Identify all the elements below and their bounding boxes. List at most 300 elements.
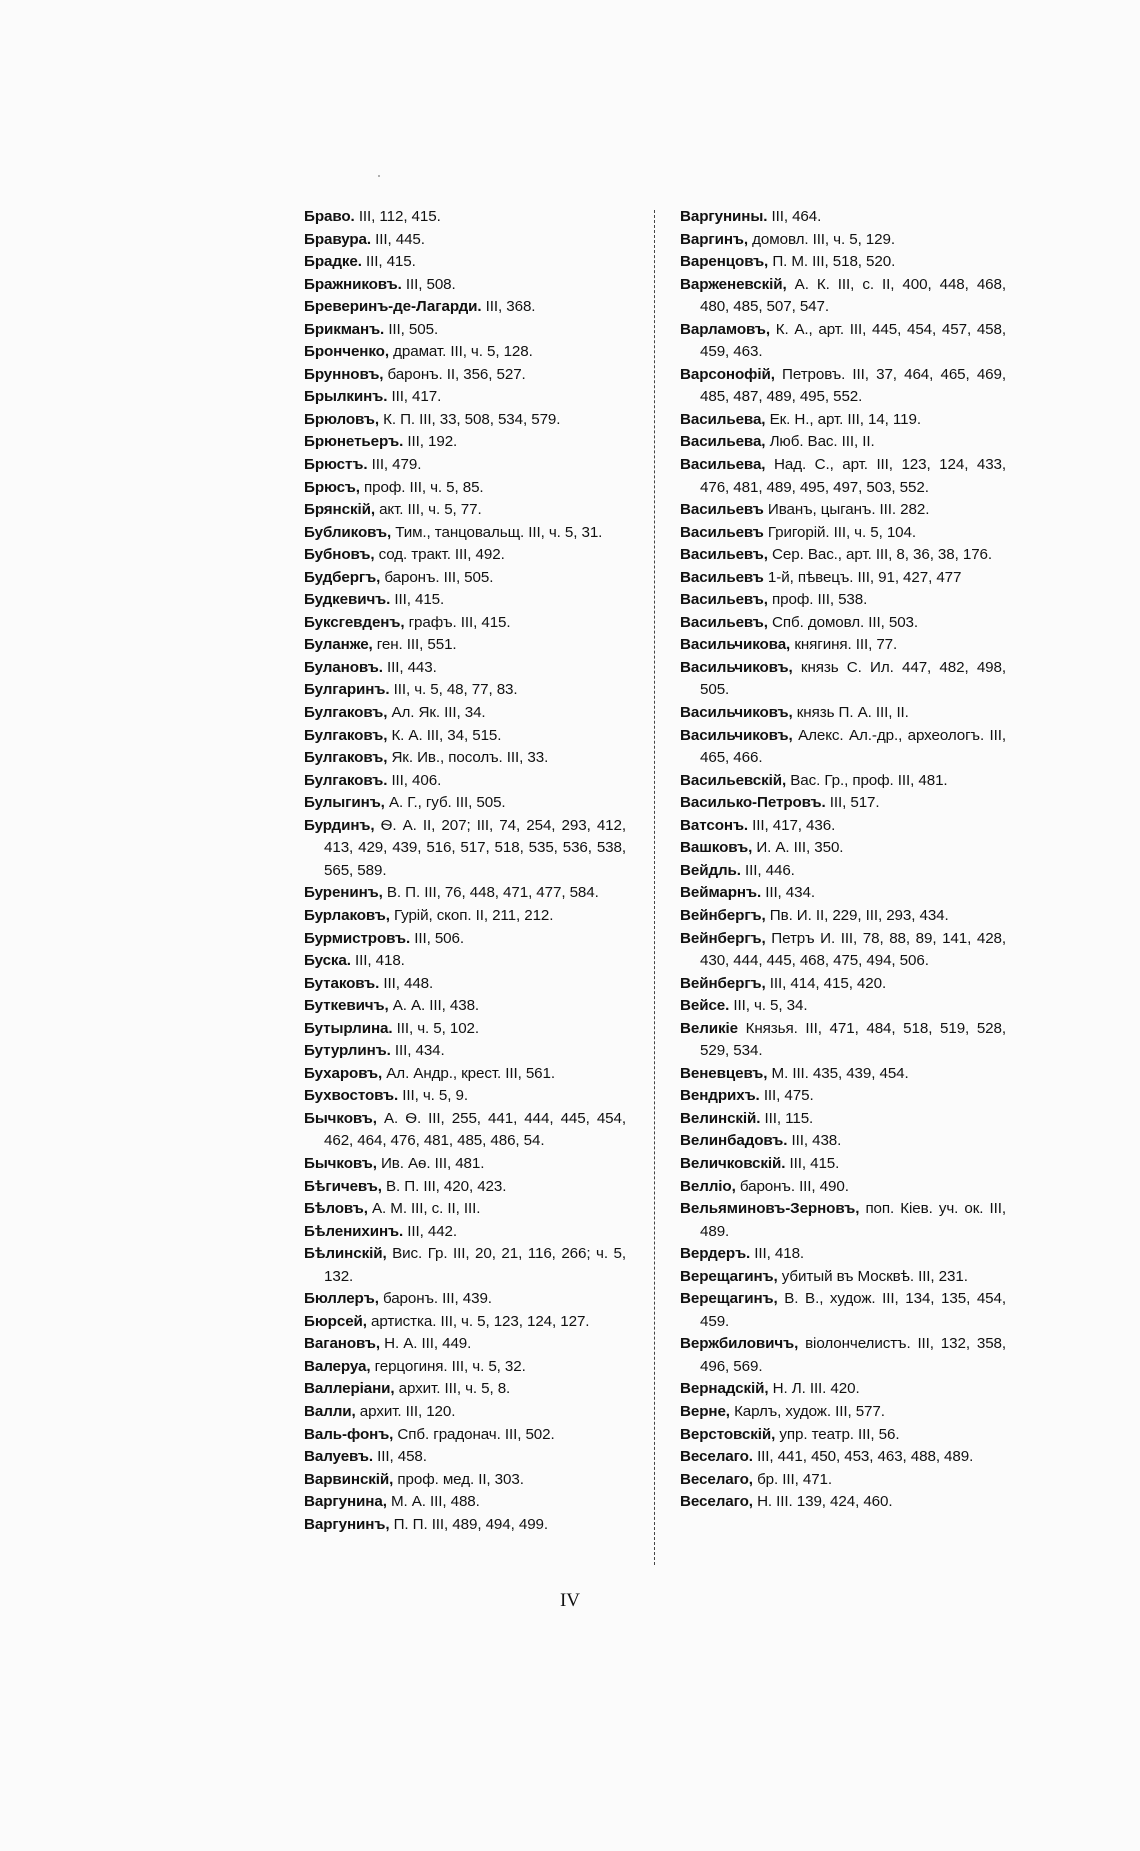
index-entry-references: III, 418. [754, 1245, 805, 1263]
index-entry-references: III, ч. 5, 9. [402, 1087, 468, 1105]
index-entry [304, 792, 626, 815]
index-entry-heading: Вердеръ. [680, 1245, 751, 1263]
index-entry-references: Петровъ. III, 37, 464, 465, 469, 485, 487, 489, 495, 552. [700, 365, 1006, 406]
index-entry [304, 815, 626, 883]
index-entry-references: III, ч. 5, 48, 77, 83. [393, 681, 518, 699]
index-entry [680, 544, 1006, 567]
index-entry [304, 296, 626, 319]
index-entry-references: К. А. III, 34, 515. [391, 726, 502, 744]
index-entry-references: П. П. III, 489, 494, 499. [393, 1515, 549, 1533]
index-entry-heading: Бронченко, [304, 343, 389, 361]
index-entry-references: В. П. III, 76, 448, 471, 477, 584. [386, 884, 599, 902]
index-entry-heading: Валь-фонъ, [304, 1425, 394, 1443]
index-entry [680, 1063, 1006, 1086]
index-entry-references: Як. Ив., посолъ. III, 33. [391, 749, 549, 767]
index-entry-heading: Булгаковъ, [304, 726, 388, 744]
index-entry-references: III, 506. [414, 929, 464, 947]
index-entry [680, 1243, 1006, 1266]
index-entry [680, 1085, 1006, 1108]
index-entry [680, 1378, 1006, 1401]
index-entry [680, 431, 1006, 454]
index-entry-references: III, 434. [394, 1042, 445, 1060]
index-entry [304, 567, 626, 590]
index-entry [680, 567, 1006, 590]
index-entry-references: князь С. Ил. 447, 482, 498, 505. [700, 658, 1006, 699]
index-entry [304, 882, 626, 905]
index-entry-heading: Будбергъ, [304, 568, 381, 586]
index-entry-references: драмат. III, ч. 5, 128. [393, 343, 533, 361]
index-entry-references: III, 112, 415. [358, 208, 441, 225]
index-entry-heading: Буренинъ, [304, 884, 383, 902]
index-entry [680, 1491, 1006, 1514]
index-entry-heading: Варгинъ, [680, 230, 749, 248]
index-entry [680, 589, 1006, 612]
index-entry-heading: Бычковъ, [304, 1109, 377, 1127]
index-entry-references: К. П. III, 33, 508, 534, 579. [383, 410, 561, 428]
index-entry-heading: Бравура. [304, 230, 371, 248]
index-entry [304, 364, 626, 387]
index-entry [680, 1153, 1006, 1176]
index-entry-heading: Бѣловъ, [304, 1200, 368, 1218]
index-entry-references: віолончелистъ. III, 132, 358, 496, 569. [700, 1335, 1007, 1375]
index-entry-heading: Вейнбергъ, [680, 929, 766, 947]
index-entry-heading: Браво. [304, 208, 355, 225]
index-entry [680, 1018, 1006, 1063]
index-entry-heading: Васильчиковъ, [680, 658, 793, 676]
index-entry [680, 1288, 1006, 1333]
index-entry-heading: Вейдль. [680, 861, 741, 879]
index-entry-references: III, 479. [371, 456, 422, 474]
index-entry-heading: Васильчиковъ, [680, 726, 793, 744]
index-entry [304, 1176, 626, 1199]
index-entry-heading: Вернадскій, [680, 1380, 769, 1398]
index-entry-references: 1-й, пѣвецъ. III, 91, 427, 477 [767, 568, 962, 586]
index-entry [304, 206, 626, 229]
index-entry [304, 499, 626, 522]
index-entry-references: Над. С., арт. III, 123, 124, 433, 476, 481, 489, 495, 497, 503, 552. [700, 456, 1007, 496]
index-entry-heading: Бюллеръ, [304, 1290, 379, 1308]
index-entry-references: Пв. И. II, 229, III, 293, 434. [769, 906, 949, 924]
index-entry-heading: Верещагинъ, [680, 1290, 778, 1308]
index-entry-references: III, 415. [365, 253, 416, 271]
index-entry [680, 882, 1006, 905]
index-entry-references: А. М. III, с. II, III. [372, 1200, 481, 1218]
index-entry-heading: Васильчиковъ, [680, 704, 793, 722]
index-entry [304, 544, 626, 567]
index-entry-references: III, 368. [485, 298, 536, 316]
index-entry [304, 725, 626, 748]
index-entry-heading: Бѣгичевъ, [304, 1177, 382, 1195]
index-entry [680, 1333, 1006, 1378]
index-entry-heading: Вендрихъ. [680, 1087, 760, 1105]
index-entry-references: В. П. III, 420, 423. [386, 1177, 507, 1195]
index-entry [304, 454, 626, 477]
index-entry-references: графъ. III, 415. [408, 613, 511, 631]
index-entry-references: Ѳ. А. II, 207; III, 74, 254, 293, 412, 413, 429, 439, 516, 517, 518, 535, 536, 538, 565, 589. [324, 816, 626, 879]
index-entry [680, 905, 1006, 928]
index-entry-references: акт. III, ч. 5, 77. [379, 501, 482, 519]
index-column-left [304, 206, 626, 1536]
index-entry [680, 928, 1006, 973]
index-entry-heading: Брадке. [304, 253, 362, 271]
page-number: IV [559, 1590, 581, 1611]
index-entry [304, 1243, 626, 1288]
index-entry [304, 409, 626, 432]
index-entry [304, 477, 626, 500]
index-entry [304, 1469, 626, 1492]
index-entry-heading: Бутурлинъ. [304, 1042, 391, 1060]
index-entry-heading: Васильевъ [680, 568, 764, 586]
index-entry-references: III, ч. 5, 102. [396, 1019, 480, 1037]
index-entry-references: III, 406. [391, 771, 442, 789]
index-entry [304, 1085, 626, 1108]
index-entry-heading: Брикманъ. [304, 320, 385, 338]
index-entry [304, 1108, 626, 1153]
index-entry [680, 815, 1006, 838]
index-entry [680, 1401, 1006, 1424]
index-entry-references: Тим., танцовальщ. III, ч. 5, 31. [395, 523, 603, 541]
index-entry-heading: Бѣлинскій, [304, 1245, 387, 1263]
index-entry [680, 837, 1006, 860]
index-entry [304, 229, 626, 252]
index-entry [680, 770, 1006, 793]
index-entry-heading: Бурлаковъ, [304, 906, 390, 924]
index-entry [304, 1288, 626, 1311]
index-entry-references: Ал. Як. III, 34. [391, 704, 486, 722]
index-entry-heading: Веселаго, [680, 1493, 753, 1511]
index-entry [680, 1424, 1006, 1447]
index-entry [304, 747, 626, 770]
index-entry [680, 499, 1006, 522]
index-entry [680, 995, 1006, 1018]
index-entry-heading: Вельяминовъ-Зерновъ, [680, 1200, 860, 1218]
index-entry [304, 928, 626, 951]
index-entry-references: А. Ѳ. III, 255, 441, 444, 445, 454, 462, 464, 476, 481, 485, 486, 54. [324, 1109, 626, 1150]
index-entry-heading: Веселаго. [680, 1448, 753, 1466]
index-entry-references: баронъ. II, 356, 527. [387, 365, 526, 383]
index-entry-references: Гурій, скоп. II, 211, 212. [394, 906, 554, 924]
index-entry-heading: Вейнбергъ, [680, 906, 766, 924]
index-entry-references: поп. Кіев. уч. ок. III, 489. [700, 1200, 1006, 1240]
index-entry [680, 634, 1006, 657]
index-entry-heading: Брянскій, [304, 501, 375, 519]
index-entry-heading: Валлеріани, [304, 1380, 395, 1398]
index-entry-references: проф. III, ч. 5, 85. [364, 478, 484, 496]
index-entry-references: III, 417, 436. [752, 816, 836, 834]
index-entry-references: упр. театр. III, 56. [779, 1425, 900, 1443]
index-entry-heading: Великіе [680, 1019, 738, 1037]
index-entry-references: А. А. III, 438. [392, 997, 480, 1015]
index-entry-references: III, 441, 450, 453, 463, 488, 489. [757, 1448, 974, 1466]
index-entry-references: III, 442. [407, 1222, 458, 1240]
index-entry-references: Иванъ, цыганъ. III. 282. [767, 501, 930, 519]
index-entry-references: Сер. Вас., арт. III, 8, 36, 38, 176. [772, 546, 993, 564]
index-entry [680, 792, 1006, 815]
index-entry-heading: Верещагинъ, [680, 1267, 778, 1285]
index-entry-references: артистка. III, ч. 5, 123, 124, 127. [371, 1312, 590, 1330]
index-entry-references: III, 505. [388, 320, 439, 338]
index-entry-heading: Велинбадовъ. [680, 1132, 788, 1150]
index-entry [304, 679, 626, 702]
index-entry-heading: Брюловъ, [304, 410, 379, 428]
index-entry-heading: Василько-Петровъ. [680, 794, 826, 812]
index-entry-heading: Васильева, [680, 410, 766, 428]
index-entry-references: герцогиня. III, ч. 5, 32. [374, 1357, 526, 1375]
index-entry [304, 1356, 626, 1379]
index-entry-heading: Варсонофій, [680, 365, 775, 383]
index-entry [304, 1063, 626, 1086]
index-entry-references: Спб. градонач. III, 502. [397, 1425, 555, 1443]
index-entry-references: бр. III, 471. [757, 1470, 833, 1488]
index-entry-heading: Верстовскій, [680, 1425, 776, 1443]
index-entry [304, 1311, 626, 1334]
index-entry-heading: Бухвостовъ. [304, 1087, 399, 1105]
index-entry-heading: Бюрсей, [304, 1312, 367, 1330]
index-entry-heading: Величковскій. [680, 1154, 786, 1172]
index-entry-heading: Варгунинъ, [304, 1515, 390, 1533]
index-entry-heading: Васильевъ, [680, 613, 768, 631]
index-entry-heading: Вейнбергъ, [680, 974, 766, 992]
index-entry [680, 1108, 1006, 1131]
index-entry [680, 612, 1006, 635]
index-entry [680, 1198, 1006, 1243]
index-entry [680, 1176, 1006, 1199]
index-entry-heading: Варламовъ, [680, 320, 770, 338]
index-entry [304, 251, 626, 274]
index-entry-heading: Булгаковъ, [304, 704, 388, 722]
index-entry [680, 229, 1006, 252]
index-entry-references: Вас. Гр., проф. III, 481. [790, 771, 948, 789]
index-entry [680, 409, 1006, 432]
index-entry-references: Н. Л. III. 420. [772, 1380, 860, 1398]
index-entry [680, 364, 1006, 409]
index-entry-references: баронъ. III, 490. [739, 1177, 849, 1195]
index-entry [304, 1424, 626, 1447]
index-entry-heading: Бутырлина. [304, 1019, 393, 1037]
index-entry-heading: Брылкинъ. [304, 388, 388, 406]
index-entry-references: Петръ И. III, 78, 88, 89, 141, 428, 430, 444, 445, 468, 475, 494, 506. [700, 929, 1007, 970]
index-entry-heading: Бражниковъ. [304, 275, 402, 293]
index-entry-heading: Буланже, [304, 636, 373, 654]
index-entry-heading: Веселаго, [680, 1470, 753, 1488]
index-entry-references: И. А. III, 350. [756, 839, 844, 857]
index-entry [304, 1221, 626, 1244]
index-entry [680, 454, 1006, 499]
index-entry [680, 251, 1006, 274]
index-entry [680, 1469, 1006, 1492]
index-entry-heading: Вашковъ, [680, 839, 753, 857]
index-column-right [680, 206, 1006, 1514]
index-entry-references: III, 475. [763, 1087, 814, 1105]
index-entry-references: III, 508. [405, 275, 456, 293]
index-entry-heading: Бутаковъ. [304, 974, 380, 992]
index-entry [304, 634, 626, 657]
index-entry [304, 1491, 626, 1514]
index-entry-heading: Будкевичъ. [304, 591, 391, 609]
index-entry [304, 702, 626, 725]
index-entry-references: Алекс. Ал.-др., археологъ. III, 465, 466. [700, 726, 1006, 767]
index-entry-references: проф. III, 538. [772, 591, 868, 609]
index-entry-heading: Васильевъ, [680, 546, 768, 564]
index-entry-references: Ек. Н., арт. III, 14, 119. [769, 410, 921, 428]
index-entry-references: Карлъ, худож. III, 577. [734, 1402, 885, 1420]
index-entry-references: III, ч. 5, 34. [733, 997, 808, 1015]
index-entry-heading: Бухаровъ, [304, 1064, 383, 1082]
index-entry-references: А. Г., губ. III, 505. [388, 794, 506, 812]
index-entry-references: П. М. III, 518, 520. [772, 253, 896, 271]
index-entry-heading: Варженевскій, [680, 275, 787, 293]
index-entry [304, 589, 626, 612]
index-entry-heading: Брюсъ, [304, 478, 360, 496]
index-entry [680, 522, 1006, 545]
index-entry-heading: Бреверинъ-де-Лагарди. [304, 298, 482, 316]
index-entry-references: Вис. Гр. III, 20, 21, 116, 266; ч. 5, 132. [324, 1245, 626, 1285]
index-entry-heading: Вержбиловичъ, [680, 1335, 799, 1353]
index-entry-heading: Васильчикова, [680, 636, 791, 654]
index-entry-references: М. III. 435, 439, 454. [771, 1064, 909, 1082]
index-entry-heading: Бурмистровъ. [304, 929, 411, 947]
index-entry-heading: Валуевъ. [304, 1448, 374, 1466]
index-entry-heading: Веймарнъ. [680, 884, 762, 902]
index-entry-references: III, 448. [383, 974, 434, 992]
index-entry-heading: Вейсе. [680, 997, 730, 1015]
index-entry [680, 860, 1006, 883]
index-entry-heading: Бубликовъ, [304, 523, 392, 541]
index-entry-references: III, 445. [375, 230, 425, 248]
index-entry [680, 274, 1006, 319]
index-entry [304, 386, 626, 409]
index-entry-heading: Булгаковъ, [304, 749, 388, 767]
index-entry-references: проф. мед. II, 303. [397, 1470, 524, 1488]
index-entry [304, 341, 626, 364]
index-entry-references: убитый въ Москвѣ. III, 231. [781, 1267, 968, 1285]
index-entry [304, 995, 626, 1018]
index-entry-heading: Брунновъ, [304, 365, 384, 383]
index-entry [304, 905, 626, 928]
index-entry-heading: Вагановъ, [304, 1335, 380, 1353]
index-entry-heading: Бычковъ, [304, 1154, 377, 1172]
index-entry-references: Н. III. 139, 424, 460. [757, 1493, 893, 1511]
index-entry-references: III, 438. [791, 1132, 842, 1150]
index-entry [680, 1446, 1006, 1469]
index-entry-references: III, 446. [745, 861, 795, 879]
index-entry [680, 206, 1006, 229]
index-entry-heading: Васильевъ [680, 501, 764, 519]
index-entry-references: В. В., худож. III, 134, 135, 454, 459. [700, 1290, 1006, 1330]
index-entry-heading: Васильевскій, [680, 771, 787, 789]
index-entry-heading: Брюстъ. [304, 456, 368, 474]
index-entry-references: К. А., арт. III, 445, 454, 457, 458, 459, 463. [700, 320, 1006, 361]
index-entry-references: баронъ. III, 439. [382, 1290, 492, 1308]
index-entry-heading: Верне, [680, 1402, 730, 1420]
index-entry-heading: Буткевичъ, [304, 997, 389, 1015]
index-entry-heading: Ватсонъ. [680, 816, 749, 834]
index-entry-references: Ив. Аѳ. III, 481. [380, 1154, 485, 1172]
index-entry-heading: Варвинскій, [304, 1470, 394, 1488]
index-entry [304, 1446, 626, 1469]
index-entry [680, 702, 1006, 725]
index-entry-references: III, 415. [394, 591, 445, 609]
index-entry-references: А. К. III, с. II, 400, 448, 468, 480, 485, 507, 547. [700, 275, 1006, 316]
index-entry-heading: Васильевъ [680, 523, 764, 541]
index-entry [680, 1266, 1006, 1289]
index-entry [304, 950, 626, 973]
index-entry [304, 431, 626, 454]
index-entry [304, 1378, 626, 1401]
index-entry [304, 1401, 626, 1424]
index-entry-references: княгиня. III, 77. [794, 636, 898, 654]
index-entry-heading: Валли, [304, 1402, 356, 1420]
index-entry-heading: Булгаковъ. [304, 771, 388, 789]
index-entry [304, 1514, 626, 1537]
index-entry-heading: Васильевъ, [680, 591, 768, 609]
index-entry-references: III, 434. [765, 884, 815, 902]
index-entry-heading: Велинскій. [680, 1109, 761, 1127]
index-entry-references: III, 115. [764, 1109, 814, 1127]
index-entry-references: сод. тракт. III, 492. [378, 546, 505, 564]
index-entry-references: архит. III, 120. [359, 1402, 456, 1420]
index-entry-heading: Варгунины. [680, 208, 768, 225]
index-entry-references: III, 192. [407, 433, 458, 451]
index-entry [680, 1130, 1006, 1153]
index-entry-heading: Брюнетьеръ. [304, 433, 404, 451]
index-entry [304, 973, 626, 996]
index-entry-references: Князья. III, 471, 484, 518, 519, 528, 529, 534. [700, 1019, 1006, 1060]
index-entry-references: III, 464. [771, 208, 822, 225]
index-entry [680, 319, 1006, 364]
index-entry-heading: Валеруа, [304, 1357, 371, 1375]
index-entry-references: III, 415. [789, 1154, 840, 1172]
index-entry-references: Ал. Андр., крест. III, 561. [386, 1064, 555, 1082]
index-entry [680, 657, 1006, 702]
index-entry-heading: Булановъ. [304, 658, 383, 676]
index-entry-heading: Веллiо, [680, 1177, 736, 1195]
index-entry-heading: Бубновъ, [304, 546, 375, 564]
index-entry-heading: Васильева, [680, 456, 766, 474]
index-entry-heading: Буксгевденъ, [304, 613, 405, 631]
index-entry-references: III, 458. [377, 1448, 427, 1466]
index-entry [304, 657, 626, 680]
index-entry-heading: Веневцевъ, [680, 1064, 768, 1082]
print-speck [378, 175, 380, 177]
index-entry-references: М. А. III, 488. [390, 1493, 480, 1511]
index-entry-heading: Буска. [304, 952, 351, 970]
index-entry-heading: Булыгинъ, [304, 794, 385, 812]
index-entry [304, 274, 626, 297]
index-entry [304, 1333, 626, 1356]
index-entry-heading: Булгаринъ. [304, 681, 390, 699]
index-entry-references: III, 418. [355, 952, 405, 970]
index-entry-heading: Бѣленихинъ. [304, 1222, 404, 1240]
index-entry [304, 770, 626, 793]
index-entry [304, 1153, 626, 1176]
index-entry-heading: Васильева, [680, 433, 766, 451]
index-entry-references: III, 517. [829, 794, 880, 812]
index-entry-references: III, 443. [386, 658, 437, 676]
index-entry [304, 522, 626, 545]
index-entry [304, 319, 626, 342]
index-entry-heading: Варенцовъ, [680, 253, 769, 271]
index-entry-references: Н. А. III, 449. [384, 1335, 472, 1353]
index-entry [680, 973, 1006, 996]
index-entry [304, 1018, 626, 1041]
index-entry-references: архит. III, ч. 5, 8. [398, 1380, 511, 1398]
index-entry-references: III, 414, 415, 420. [769, 974, 887, 992]
index-entry-references: Спб. домовл. III, 503. [772, 613, 919, 631]
index-entry-references: домовл. III, ч. 5, 129. [752, 230, 895, 248]
index-entry [304, 1198, 626, 1221]
index-entry-references: князь П. А. III, II. [796, 704, 909, 722]
